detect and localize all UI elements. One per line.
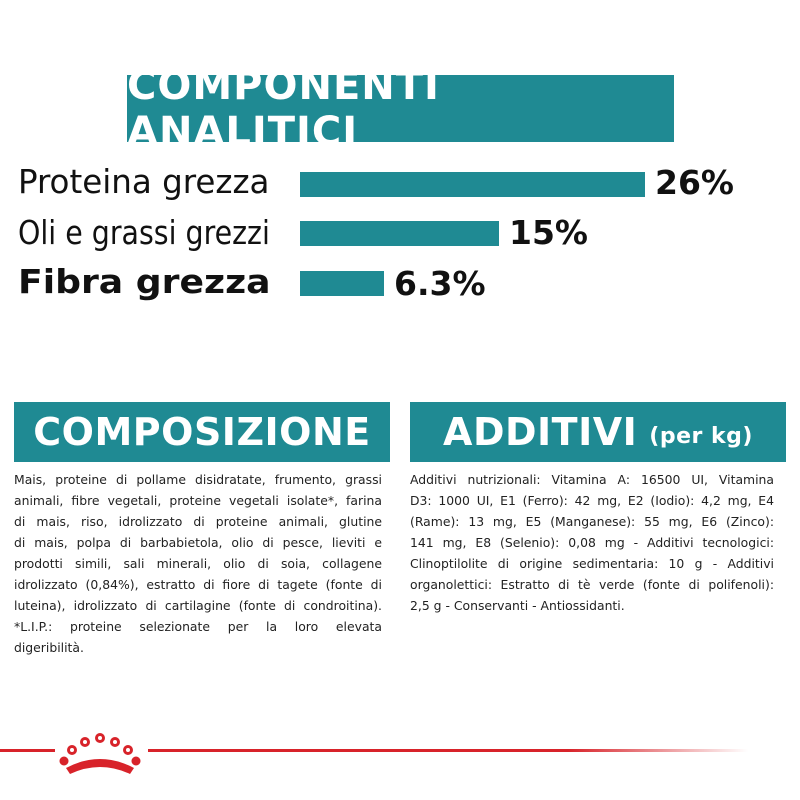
additives-line: D3: 1000 UI, E1 (Ferro): 42 mg, E2 (Iodio): 4,2 mg, E4 bbox=[410, 493, 774, 508]
additives-subtitle: (per kg) bbox=[649, 423, 753, 449]
additives-line: organolettici: Estratto di tè verde (fonte di polifenoli): bbox=[410, 577, 774, 592]
additives-line: Additivi nutrizionali: Vitamina A: 16500 UI, Vitamina bbox=[410, 472, 774, 487]
additives-line: 2,5 g - Conservanti - Antiossidanti. bbox=[410, 598, 625, 613]
composition-line: animali, fibre vegetali, proteine vegetali isolate*, farina bbox=[14, 493, 382, 508]
composition-line: *L.I.P.: proteine selezionate per la loro elevata bbox=[14, 619, 382, 634]
composition-text bbox=[14, 469, 382, 658]
row-label-protein: Proteina grezza bbox=[18, 162, 270, 201]
brand-line-left bbox=[0, 749, 55, 752]
royal-crown-logo-icon bbox=[56, 728, 144, 778]
composition-title-banner bbox=[14, 402, 390, 462]
value-fat: 15% bbox=[509, 213, 588, 252]
additives-title-banner bbox=[410, 402, 786, 462]
additives-title: ADDITIVI bbox=[443, 410, 638, 454]
row-label-fat: Oli e grassi grezzi bbox=[18, 213, 270, 252]
analytics-title-banner bbox=[127, 62, 674, 155]
additives-line: (Rame): 13 mg, E5 (Manganese): 55 mg, E6 (Zinco): bbox=[410, 514, 774, 529]
composition-line: prodotti simili, sali minerali, olio di soia, collagene bbox=[14, 556, 382, 571]
brand-line-right bbox=[148, 749, 748, 752]
additives-text bbox=[410, 469, 774, 616]
bar-fiber bbox=[300, 271, 384, 296]
value-protein: 26% bbox=[655, 163, 734, 202]
bar-protein bbox=[300, 172, 645, 197]
composition-line: digeribilità. bbox=[14, 640, 84, 655]
row-label-fiber: Fibra grezza bbox=[18, 262, 271, 301]
value-fiber: 6.3% bbox=[394, 264, 486, 303]
composition-line: idrolizzato (0,84%), estratto di fiore di tagete (fonte di bbox=[14, 577, 382, 592]
composition-line: di mais, riso, idrolizzato di proteine animali, glutine bbox=[14, 514, 382, 529]
composition-line: Mais, proteine di pollame disidratate, frumento, grassi bbox=[14, 472, 382, 487]
additives-line: Clinoptilolite di origine sedimentaria: 10 g - Additivi bbox=[410, 556, 774, 571]
analytics-title: COMPONENTI ANALITICI bbox=[127, 62, 440, 155]
composition-title: COMPOSIZIONE bbox=[33, 410, 371, 454]
composition-line: di mais, polpa di barbabietola, olio di pesce, lieviti e bbox=[14, 535, 382, 550]
additives-line: 141 mg, E8 (Selenio): 0,08 mg - Additivi tecnologici: bbox=[410, 535, 774, 550]
bar-fat bbox=[300, 221, 499, 246]
composition-line: luteina), idrolizzato di cartilagine (fonte di condroitina). bbox=[14, 598, 382, 613]
